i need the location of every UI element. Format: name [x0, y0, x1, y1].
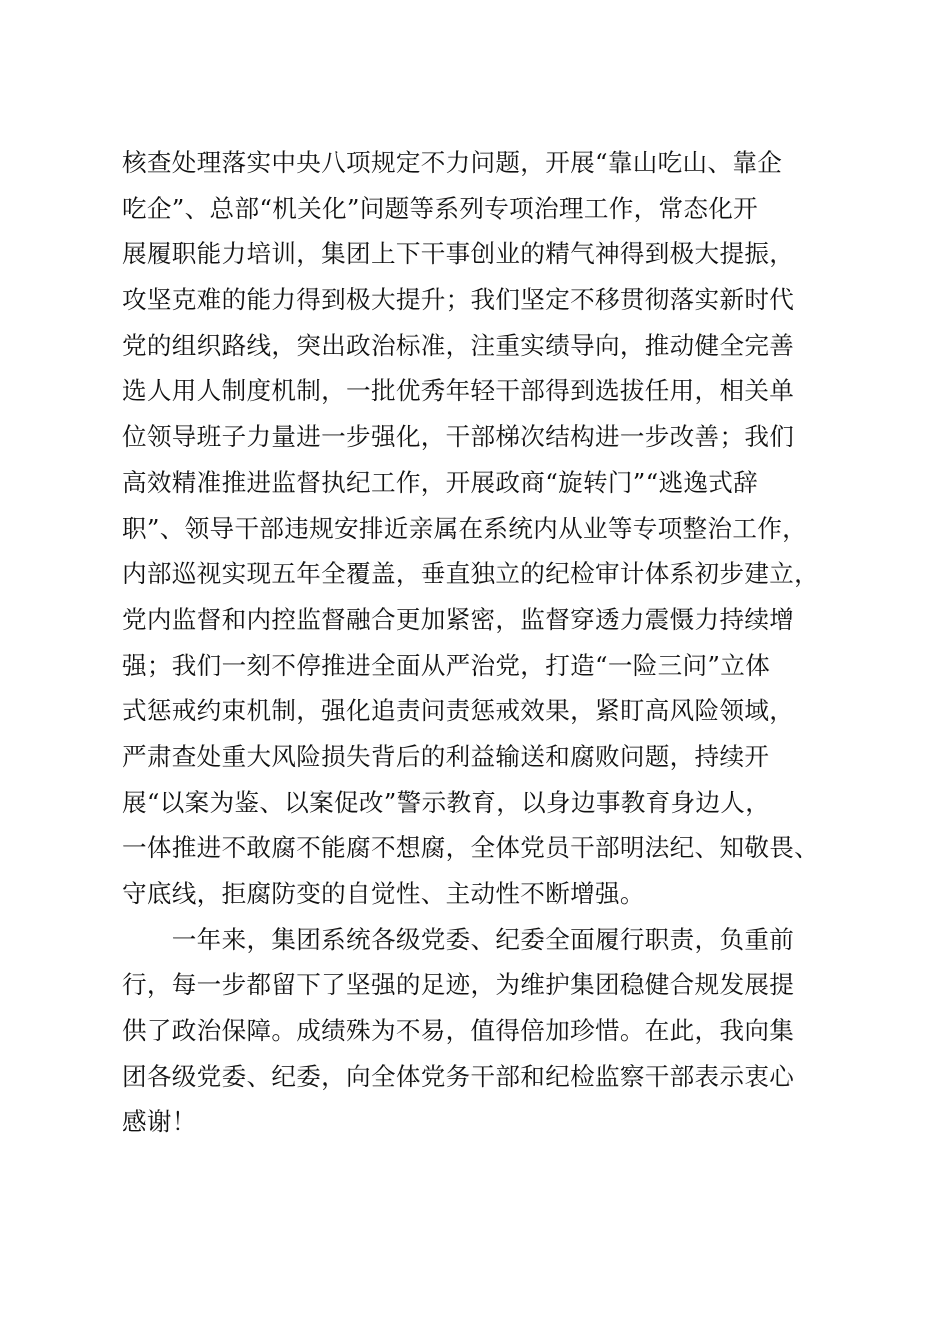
- text-line: 攻坚克难的能力得到极大提升；我们坚定不移贯彻落实新时代: [122, 285, 795, 315]
- text-line: 式惩戒约束机制，强化追责问责惩戒效果，紧盯高风险领域，: [122, 696, 795, 726]
- text-line: 核查处理落实中央八项规定不力问题，开展“靠山吃山、靠企: [122, 148, 783, 177]
- text-line: 党的组织路线，突出政治标准，注重实绩导向，推动健全完善: [122, 330, 795, 360]
- text-line: 行，每一步都留下了坚强的足迹，为维护集团稳健合规发展提: [122, 970, 795, 1000]
- text-line: 严肃查处重大风险损失背后的利益输送和腐败问题，持续开: [122, 741, 770, 771]
- text-line: 感谢！: [122, 1107, 197, 1137]
- text-line: 一体推进不敢腐不能腐不想腐，全体党员干部明法纪、知敬畏、: [122, 833, 820, 863]
- text-line: 展履职能力培训，集团上下干事创业的精气神得到极大提振，: [122, 239, 795, 269]
- text-line: 内部巡视实现五年全覆盖，垂直独立的纪检审计体系初步建立，: [122, 559, 820, 589]
- text-line: 展“以案为鉴、以案促改”警示教育，以身边事教育身边人，: [122, 787, 771, 817]
- paragraph-start-line: 一年来，集团系统各级党委、纪委全面履行职责，负重前: [122, 924, 795, 954]
- text-line: 团各级党委、纪委，向全体党务干部和纪检监察干部表示衷心: [122, 1061, 795, 1091]
- body-text: [122, 140, 842, 1145]
- text-line: 党内监督和内控监督融合更加紧密，监督穿透力震慑力持续增: [122, 604, 795, 634]
- text-line: 职”、领导干部违规安排近亲属在系统内从业等专项整治工作，: [122, 513, 808, 543]
- text-line: 高效精准推进监督执纪工作，开展政商“旋转门”“逃逸式辞: [122, 467, 759, 497]
- text-line: 强；我们一刻不停推进全面从严治党，打造“一险三问”立体: [122, 650, 771, 680]
- text-line: 供了政治保障。成绩殊为不易，值得倍加珍惜。在此，我向集: [122, 1016, 795, 1046]
- text-line: 选人用人制度机制，一批优秀年轻干部得到选拔任用，相关单: [122, 376, 795, 406]
- text-line: 守底线，拒腐防变的自觉性、主动性不断增强。: [122, 879, 645, 908]
- text-line: 吃企”、总部“机关化”问题等系列专项治理工作，常态化开: [122, 193, 759, 223]
- text-line: 位领导班子力量进一步强化，干部梯次结构进一步改善；我们: [122, 422, 795, 452]
